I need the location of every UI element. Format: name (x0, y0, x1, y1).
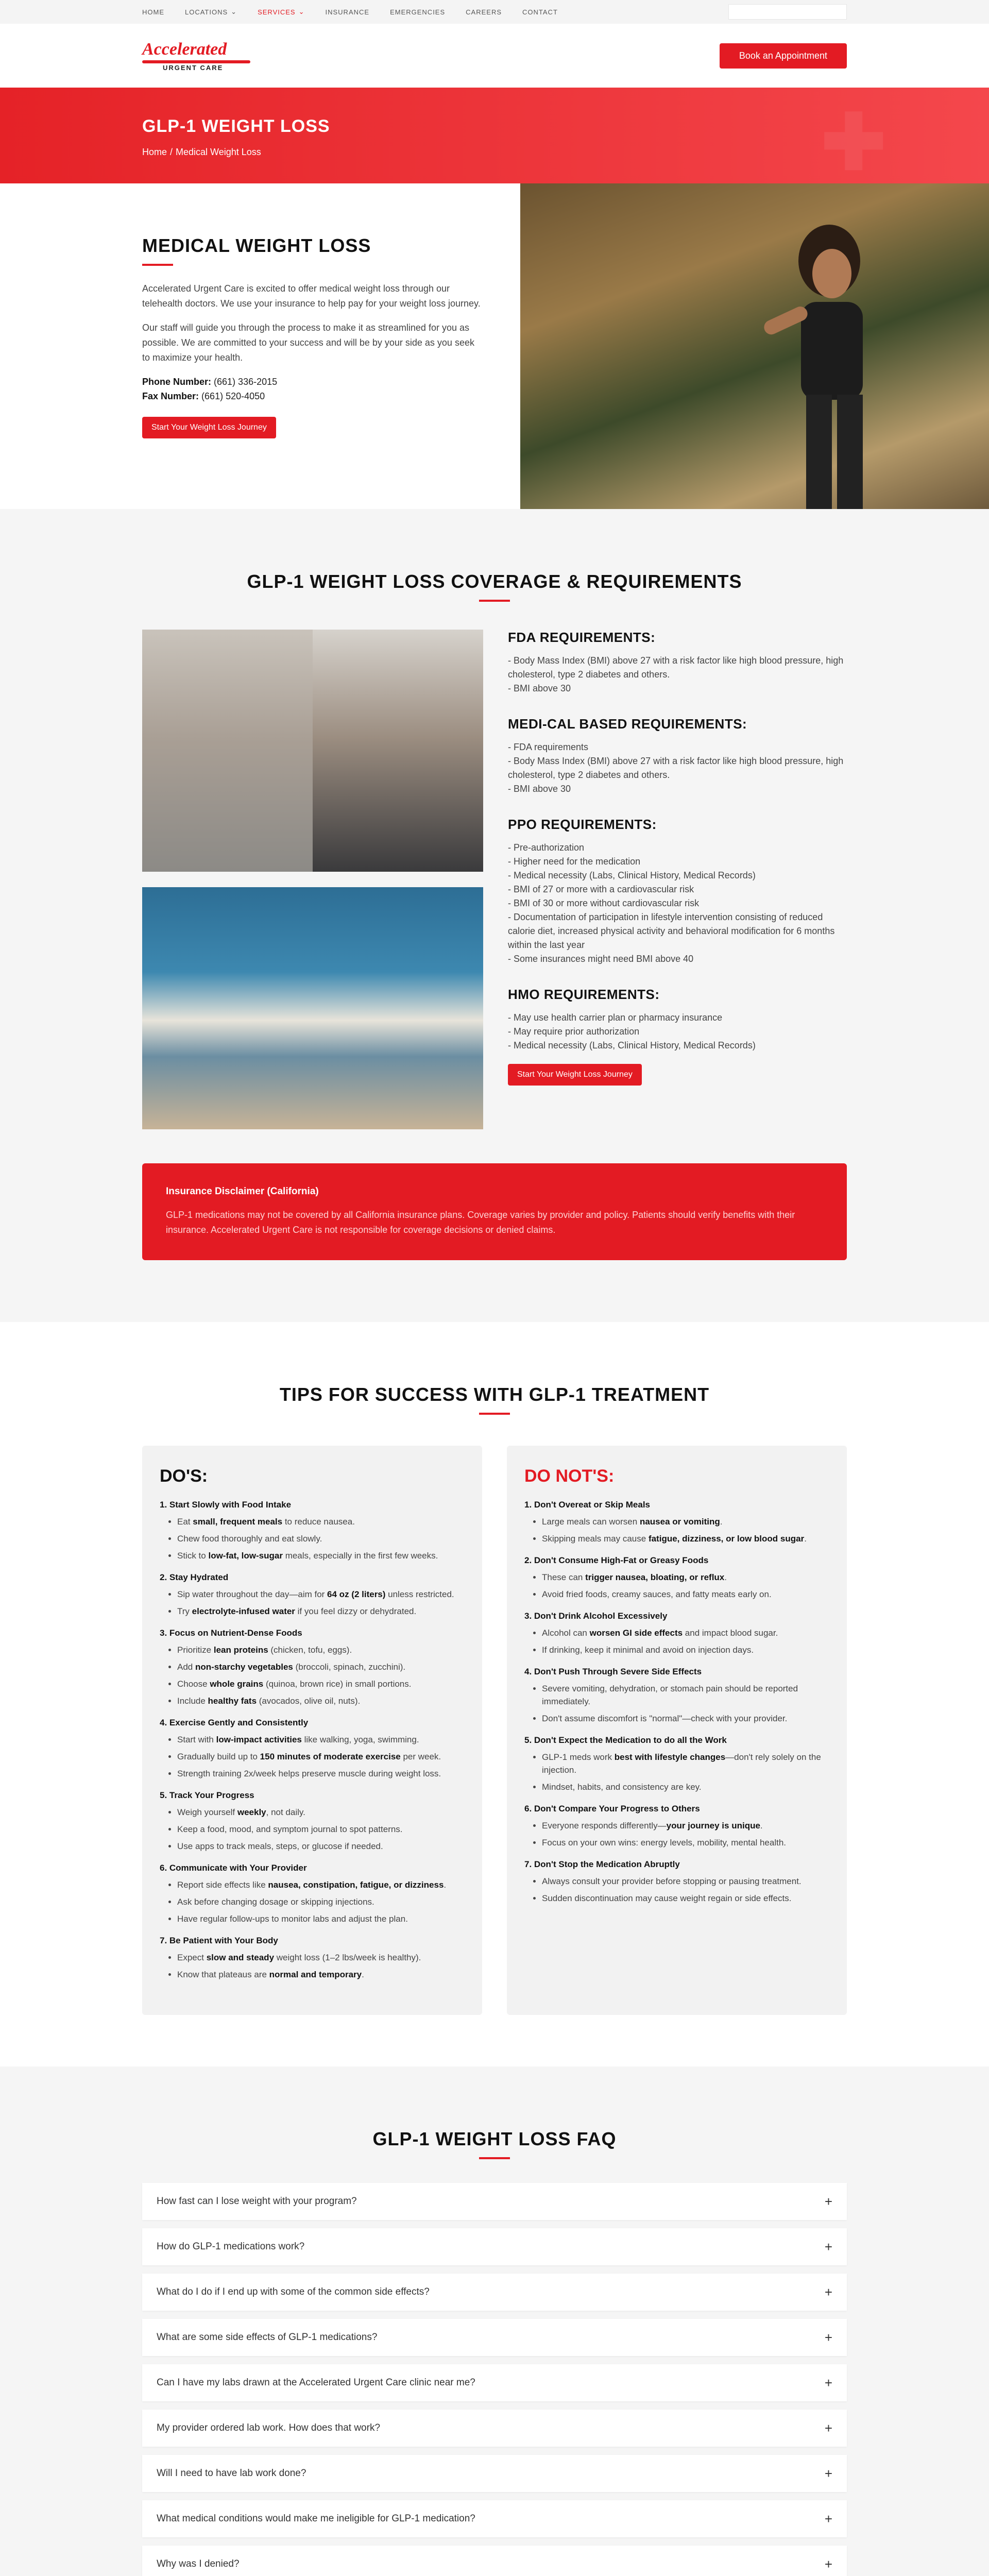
tip-item: • Everyone responds differently—your journey is unique. (542, 1819, 829, 1832)
nav-item-emergencies[interactable] (390, 8, 445, 16)
requirement-text: - FDA requirements - Body Mass Index (BMI) above 27 with a risk factor like high blood pressure, high cholesterol, type 2 diabetes and others. - BMI above 30 (508, 742, 844, 794)
requirement-text: - Pre-authorization - Higher need for the medication - Medical necessity (Labs, Clinical History, Medical Records) - BMI of 27 or more with a cardiovascular risk - BMI of 30 or more without cardiovascular risk - Documentation of participation in lifestyle intervention consisting of reduced calorie diet, increased physical activity and behavioral modification for 6 months within the last year - Some insurances might need BMI above 40 (508, 842, 835, 964)
tip-list (542, 1515, 829, 1545)
tip-group (160, 1790, 465, 1853)
nav-item-services[interactable] (258, 8, 304, 16)
tip-list (542, 1626, 829, 1656)
tip-item: • Mindset, habits, and consistency are key. (542, 1781, 829, 1793)
tip-list (177, 1515, 465, 1562)
tip-title: 4. Exercise Gently and Consistently (160, 1718, 309, 1727)
tip-item: • Don't assume discomfort is "normal"—check with your provider. (542, 1712, 829, 1725)
title-underline (479, 1413, 510, 1415)
logo-swoosh (142, 60, 250, 63)
tip-title: 2. Stay Hydrated (160, 1572, 229, 1582)
tip-list (177, 1588, 465, 1618)
tip-item: • Know that plateaus are normal and temporary. (177, 1968, 465, 1981)
nav-item-insurance[interactable] (326, 8, 370, 16)
tip-title: 3. Focus on Nutrient-Dense Foods (160, 1628, 302, 1638)
banner-watermark-icon: ✚ (821, 99, 886, 183)
tip-item: • Ask before changing dosage or skipping injections. (177, 1895, 465, 1908)
faq-question[interactable]: My provider ordered lab work. How does that work? (157, 2422, 381, 2433)
tip-item: • GLP-1 meds work best with lifestyle changes—don't rely solely on the injection. (542, 1751, 829, 1776)
plus-icon[interactable]: + (824, 2375, 832, 2391)
nav-item-label: CONTACT (522, 8, 558, 16)
breadcrumb-home[interactable]: Home (142, 147, 167, 157)
requirement-heading: FDA REQUIREMENTS: (508, 630, 656, 645)
chevron-down-icon: ⌄ (298, 8, 305, 15)
tip-group (524, 1500, 829, 1545)
site-header (0, 24, 989, 88)
tip-title: 1. Start Slowly with Food Intake (160, 1500, 292, 1510)
coverage-journey-button[interactable]: Start Your Weight Loss Journey (508, 1064, 642, 1086)
tip-item: • Alcohol can worsen GI side effects and impact blood sugar. (542, 1626, 829, 1639)
requirement-heading: MEDI-CAL BASED REQUIREMENTS: (508, 716, 747, 732)
nav-item-label: SERVICES (258, 8, 296, 16)
faq-title: GLP-1 WEIGHT LOSS FAQ (372, 2128, 617, 2149)
phone-label: Phone Number: (142, 377, 212, 387)
requirement-block (508, 716, 847, 796)
plus-icon[interactable]: + (824, 2239, 832, 2255)
breadcrumb-current: Medical Weight Loss (176, 147, 261, 157)
insurance-disclaimer (142, 1163, 847, 1260)
faq-question[interactable]: What do I do if I end up with some of the common side effects? (157, 2286, 430, 2297)
tip-item: • Strength training 2x/week helps preserve muscle during weight loss. (177, 1767, 465, 1780)
top-nav (0, 0, 989, 24)
tip-item: • Choose whole grains (quinoa, brown rice) in small portions. (177, 1677, 465, 1690)
tip-group (524, 1804, 829, 1849)
after-photo (313, 630, 483, 872)
tip-title: 6. Communicate with Your Provider (160, 1863, 307, 1873)
tip-group (160, 1718, 465, 1780)
tip-title: 5. Don't Expect the Medication to do all the Work (524, 1735, 727, 1745)
tip-list (177, 1733, 465, 1780)
requirement-heading: PPO REQUIREMENTS: (508, 817, 657, 832)
fax-label: Fax Number: (142, 391, 199, 401)
dos-column (142, 1446, 482, 2015)
tip-item: • Weigh yourself weekly, not daily. (177, 1806, 465, 1819)
dos-heading: DO'S: (160, 1466, 208, 1486)
faq-question[interactable]: Can I have my labs drawn at the Accelerated Urgent Care clinic near me? (157, 2377, 475, 2388)
logo-line1: Accelerated (142, 39, 227, 59)
tip-item: • These can trigger nausea, bloating, or reflux. (542, 1571, 829, 1584)
plus-icon[interactable]: + (824, 2193, 832, 2209)
tip-item: • Include healthy fats (avocados, olive oil, nuts). (177, 1694, 465, 1707)
plus-icon[interactable]: + (824, 2284, 832, 2300)
plus-icon[interactable]: + (824, 2556, 832, 2572)
nav-item-label: CAREERS (466, 8, 502, 16)
before-after-photo (142, 630, 483, 872)
donts-list (524, 1500, 829, 1905)
coverage-section (0, 509, 989, 1322)
intro-section (0, 183, 989, 509)
tip-item: • Report side effects like nausea, constipation, fatigue, or dizziness. (177, 1878, 465, 1891)
tip-item: • Start with low-impact activities like walking, yoga, swimming. (177, 1733, 465, 1746)
tip-title: 5. Track Your Progress (160, 1790, 254, 1800)
requirement-heading: HMO REQUIREMENTS: (508, 987, 660, 1002)
tip-item: • Gradually build up to 150 minutes of moderate exercise per week. (177, 1750, 465, 1763)
disclaimer-text: GLP-1 medications may not be covered by all California insurance plans. Coverage varies by provider and policy. Patients should verify benefits with their insurance. Accelerated Urgent Care is not responsible for coverage decisions or denied claims. (166, 1210, 795, 1235)
tip-item: • Focus on your own wins: energy levels, mobility, mental health. (542, 1836, 829, 1849)
nav-item-label: LOCATIONS (185, 8, 228, 16)
tip-group (160, 1936, 465, 1981)
tip-item: • Expect slow and steady weight loss (1–2 lbs/week is healthy). (177, 1951, 465, 1964)
title-underline (142, 264, 173, 266)
tip-group (160, 1500, 465, 1562)
nav-item-label: INSURANCE (325, 8, 370, 16)
plus-icon[interactable]: + (824, 2420, 832, 2436)
faq-question[interactable]: How do GLP-1 medications work? (157, 2241, 305, 2252)
faq-section (0, 2066, 989, 2576)
tip-item: • Chew food thoroughly and eat slowly. (177, 1532, 465, 1545)
intro-text (0, 183, 520, 509)
faq-question[interactable]: What are some side effects of GLP-1 medications? (157, 2332, 378, 2343)
tip-group (524, 1611, 829, 1656)
logo[interactable] (142, 41, 250, 71)
intro-contact (142, 375, 484, 403)
faq-question[interactable]: Why was I denied? (157, 2558, 240, 2569)
requirement-text: - Body Mass Index (BMI) above 27 with a risk factor like high blood pressure, high cholesterol, type 2 diabetes and others. - BMI above 30 (508, 655, 844, 693)
tip-list (177, 1806, 465, 1853)
breadcrumb (142, 147, 847, 158)
tip-item: • Use apps to track meals, steps, or glucose if needed. (177, 1840, 465, 1853)
tip-list (177, 1643, 465, 1707)
tip-item: • Eat small, frequent meals to reduce nausea. (177, 1515, 465, 1528)
tip-title: 6. Don't Compare Your Progress to Others (524, 1804, 700, 1814)
hero-photo (520, 183, 989, 509)
tip-item: • If drinking, keep it minimal and avoid on injection days. (542, 1643, 829, 1656)
tip-group (160, 1863, 465, 1925)
start-journey-button[interactable]: Start Your Weight Loss Journey (142, 417, 276, 438)
tip-title: 2. Don't Consume High-Fat or Greasy Foods (524, 1555, 709, 1565)
faq-item[interactable] (142, 2228, 847, 2265)
hero-photo-illustration (520, 183, 989, 509)
page-title: GLP-1 WEIGHT LOSS (142, 116, 330, 136)
tip-list (542, 1819, 829, 1849)
title-underline (479, 2157, 510, 2159)
book-appointment-button[interactable]: Book an Appointment (720, 43, 847, 69)
couple-beach-photo (142, 887, 483, 1129)
tip-list (542, 1571, 829, 1601)
faq-item[interactable] (142, 2183, 847, 2220)
tip-list (542, 1875, 829, 1905)
nav-item-locations[interactable] (185, 8, 237, 16)
before-photo (142, 630, 313, 872)
logo-line2: URGENT CARE (163, 63, 224, 72)
nav-item-careers[interactable] (466, 8, 502, 16)
tip-item: • Sip water throughout the day—aim for 64 oz (2 liters) unless restricted. (177, 1588, 465, 1601)
faq-item[interactable] (142, 2364, 847, 2401)
tip-item: • Severe vomiting, dehydration, or stomach pain should be reported immediately. (542, 1682, 829, 1708)
tip-item: • Keep a food, mood, and symptom journal to spot patterns. (177, 1823, 465, 1836)
tip-list (542, 1682, 829, 1725)
chevron-down-icon: ⌄ (231, 8, 237, 15)
tip-title: 1. Don't Overeat or Skip Meals (524, 1500, 651, 1510)
dos-list (160, 1500, 465, 1981)
tip-item: • Try electrolyte-infused water if you feel dizzy or dehydrated. (177, 1605, 465, 1618)
tip-list (177, 1878, 465, 1925)
tip-item: • Have regular follow-ups to monitor labs and adjust the plan. (177, 1912, 465, 1925)
nav-item-label: EMERGENCIES (390, 8, 446, 16)
requirement-block (508, 817, 847, 966)
fax-number: (661) 520-4050 (201, 391, 265, 401)
faq-item[interactable] (142, 2410, 847, 2447)
requirement-text: - May use health carrier plan or pharmacy insurance - May require prior authorization - Medical necessity (Labs, Clinical History, Medical Records) (508, 1012, 756, 1050)
tip-item: • Sudden discontinuation may cause weight regain or side effects. (542, 1892, 829, 1905)
tip-item: • Avoid fried foods, creamy sauces, and fatty meats early on. (542, 1588, 829, 1601)
tip-item: • Skipping meals may cause fatigue, dizziness, or low blood sugar. (542, 1532, 829, 1545)
coverage-requirements (508, 630, 847, 1129)
tip-item: • Always consult your provider before stopping or pausing treatment. (542, 1875, 829, 1888)
faq-question[interactable]: What medical conditions would make me ineligible for GLP-1 medication? (157, 2513, 475, 2524)
requirement-block (508, 630, 847, 696)
nav-item-contact[interactable] (522, 8, 558, 16)
tip-list (177, 1951, 465, 1981)
disclaimer-title: Insurance Disclaimer (California) (166, 1186, 319, 1197)
faq-question[interactable]: Will I need to have lab work done? (157, 2468, 306, 2479)
tips-section (0, 1322, 989, 2066)
intro-paragraph-2: Our staff will guide you through the process to make it as streamlined for you as possible. We are committed to your success and will be by your side as you seek to maximize your health. (142, 323, 474, 363)
intro-paragraph-1: Accelerated Urgent Care is excited to offer medical weight loss through our telehealth doctors. We use your insurance to help pay for your weight loss journey. (142, 283, 481, 309)
coverage-title: GLP-1 WEIGHT LOSS COVERAGE & REQUIREMENTS (247, 571, 742, 592)
plus-icon[interactable]: + (824, 2511, 832, 2527)
tip-title: 7. Don't Stop the Medication Abruptly (524, 1859, 680, 1869)
breadcrumb-separator: / (170, 147, 173, 157)
nav-item-home[interactable] (142, 8, 164, 16)
phone-number[interactable]: (661) 336-2015 (214, 377, 278, 387)
page-banner (0, 88, 989, 183)
tip-item: • Prioritize lean proteins (chicken, tofu, eggs). (177, 1643, 465, 1656)
tip-group (524, 1859, 829, 1905)
coverage-images (142, 630, 483, 1129)
donts-heading: DO NOT'S: (524, 1466, 615, 1486)
tip-group (524, 1667, 829, 1725)
faq-item[interactable] (142, 2319, 847, 2356)
tip-item: • Large meals can worsen nausea or vomiting. (542, 1515, 829, 1528)
plus-icon[interactable]: + (824, 2329, 832, 2345)
title-underline (479, 600, 510, 602)
tip-item: • Add non-starchy vegetables (broccoli, spinach, zucchini). (177, 1660, 465, 1673)
faq-list (142, 2183, 847, 2576)
faq-item[interactable] (142, 2500, 847, 2537)
tip-group (160, 1628, 465, 1707)
tip-group (524, 1735, 829, 1793)
tips-title: TIPS FOR SUCCESS WITH GLP-1 TREATMENT (279, 1384, 710, 1405)
intro-title: MEDICAL WEIGHT LOSS (142, 235, 371, 256)
plus-icon[interactable]: + (824, 2465, 832, 2481)
tip-title: 4. Don't Push Through Severe Side Effects (524, 1667, 702, 1676)
faq-question[interactable]: How fast can I lose weight with your program? (157, 2196, 357, 2207)
faq-item[interactable] (142, 2546, 847, 2576)
tip-group (160, 1572, 465, 1618)
tip-title: 7. Be Patient with Your Body (160, 1936, 278, 1945)
faq-item[interactable] (142, 2274, 847, 2311)
tip-title: 3. Don't Drink Alcohol Excessively (524, 1611, 668, 1621)
faq-item[interactable] (142, 2455, 847, 2492)
search-input[interactable] (728, 4, 847, 20)
tip-list (542, 1751, 829, 1793)
tip-group (524, 1555, 829, 1601)
donts-column (507, 1446, 847, 2015)
requirement-block (508, 987, 847, 1053)
nav-item-label: HOME (142, 8, 164, 16)
tip-item: • Stick to low-fat, low-sugar meals, especially in the first few weeks. (177, 1549, 465, 1562)
